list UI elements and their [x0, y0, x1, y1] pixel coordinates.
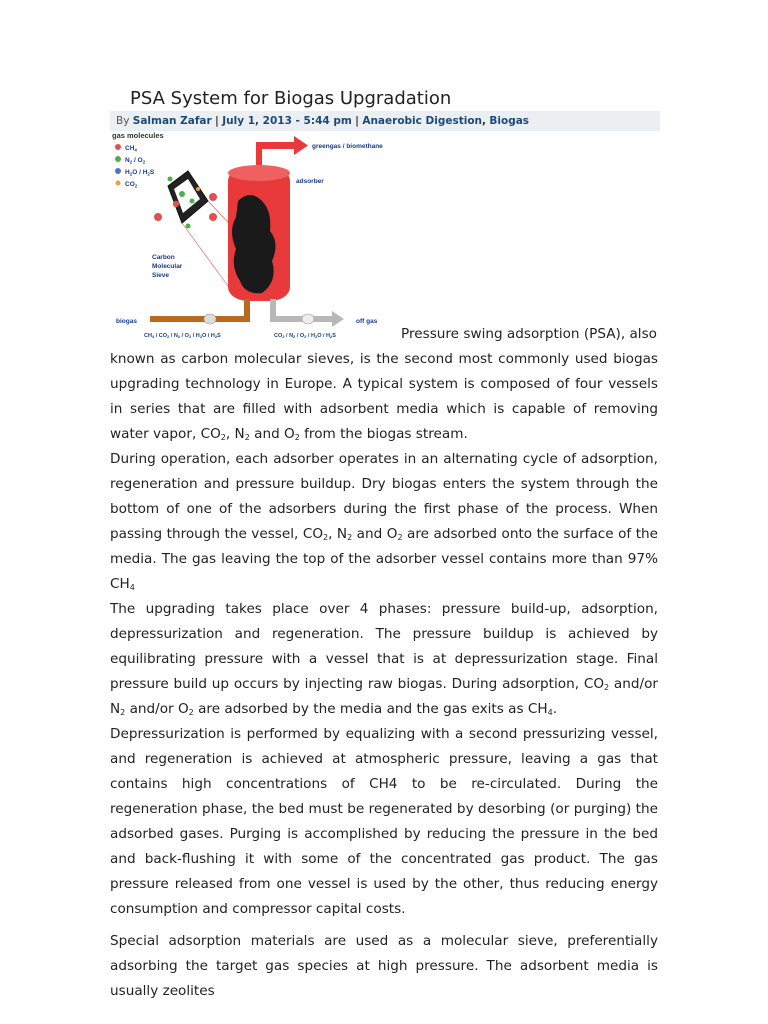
text-run: are adsorbed by the media and the gas exits as CH: [193, 701, 548, 717]
byline-by: By: [116, 115, 130, 127]
output-mix-label: $CO_2 / N_2 / O_2 / H_2O / H_2S$: [274, 333, 336, 340]
article-byline: [110, 111, 660, 131]
adsorber-label: adsorber: [296, 178, 324, 185]
subscript: 2: [323, 533, 329, 542]
adsorber-vessel: [228, 165, 290, 301]
text-run: and/or N: [110, 676, 658, 717]
cms-label-line3: Sieve: [152, 272, 169, 279]
legend-label-ch4: $CH_4$: [125, 145, 137, 153]
input-mix-label: $CH_4 / CO_2 / N_2 / O_2 / H_2O / H_2S$: [144, 333, 221, 340]
greengas-label: greengas / biomethane: [312, 143, 383, 150]
text-run: , N: [328, 526, 348, 542]
psa-diagram: [110, 131, 400, 345]
text-run: .: [552, 701, 558, 717]
byline-comma: ,: [482, 115, 487, 127]
paragraph-4: Depressurization is performed by equalizing with a second pressurizing vessel, and regeneration is achieved at atmospheric pressure, leaving a gas that contains high concentrations of CH4 to be re-circulated. During the regeneration phase, the bed must be regenerated by desorbing (or purging) the adsorbed gases. Purging is accomplished by reducing the pressure in the bed and back-flushing it with some of the concentrated gas product. The gas pressure released from one vessel is used by the other, thus reducing energy consumption and compressor capital costs.: [110, 726, 658, 917]
paragraph-3: [110, 597, 658, 722]
author-link[interactable]: Salman Zafar: [132, 115, 212, 127]
date-link[interactable]: July 1, 2013 - 5:44 pm: [222, 115, 352, 127]
legend-dot-ch4: [115, 144, 121, 150]
text-run: The upgrading takes place over 4 phases: pressure build-up, adsorption, depressurization and regeneration. The pressure buildup is achieved by equilibrating pressure with a vessel that is at depressurization stage. Final pressure build up occurs by injecting raw biogas. During adsorption, CO: [110, 601, 658, 692]
paragraph-2: [110, 447, 658, 597]
legend-label-co2: $CO_2$: [125, 181, 138, 189]
offgas-label: off gas: [356, 318, 378, 325]
legend: [115, 144, 155, 189]
subscript: 4: [547, 708, 553, 717]
text-run: and/or O: [125, 701, 189, 717]
text-run: from the biogas stream.: [299, 426, 468, 442]
legend-label-h2o-h2s: $H_2O / H_2S$: [125, 169, 155, 177]
subscript: 2: [188, 708, 194, 717]
legend-dot-n2o2: [115, 156, 121, 162]
legend-label-n2o2: $N_2 / O_2$: [125, 157, 146, 165]
text-run: , N: [225, 426, 245, 442]
subscript: 2: [294, 433, 300, 442]
legend-dot-co2: [116, 181, 121, 186]
paragraph-1: [110, 322, 658, 447]
legend-dot-h2o-h2s: [115, 168, 121, 174]
paragraph-1-first-line: Pressure swing adsorption (PSA), also: [401, 326, 657, 342]
paragraph-5: Special adsorption materials are used as a molecular sieve, preferentially adsorbing the target gas species at high pressure. The adsorbent media is usually zeolites: [110, 933, 658, 999]
text-run: During operation, each adsorber operates in an alternating cycle of adsorption, regeneration and pressure buildup. Dry biogas enters the system through the bottom of one of the adsorbers during the first phase of the process. When passing through the vessel, CO: [110, 451, 658, 542]
cms-label-line1: Carbon: [152, 254, 175, 261]
biogas-label: biogas: [116, 318, 137, 325]
subscript: 2: [604, 683, 610, 692]
paragraph-1-text: known as carbon molecular sieves, is the second most commonly used biogas upgrading technology in Europe. A typical system is composed of four vessels in series that are filled with adsorbent media which is capable of removing water vapor, CO: [110, 351, 658, 442]
text-run: and O: [352, 526, 398, 542]
subscript: 4: [129, 583, 135, 592]
text-run: are adsorbed onto the surface of the media. The gas leaving the top of the adsorber vessel contains more than 97% CH: [110, 526, 659, 592]
cms-label-line2: Molecular: [152, 263, 183, 270]
subscript: 2: [397, 533, 403, 542]
subscript: 2: [220, 433, 226, 442]
subscript: 2: [120, 708, 126, 717]
legend-title: gas molecules: [112, 131, 164, 140]
article-title: PSA System for Biogas Upgradation: [130, 88, 452, 109]
text-run: and O: [249, 426, 295, 442]
category-link-biogas[interactable]: Biogas: [489, 115, 530, 127]
biogas-inlet-pipe: [150, 299, 250, 324]
byline-separator: |: [355, 115, 359, 127]
byline-separator: |: [215, 115, 219, 127]
subscript: 2: [347, 533, 353, 542]
subscript: 2: [244, 433, 250, 442]
article-body: [110, 322, 658, 1004]
category-link-anaerobic-digestion[interactable]: Anaerobic Digestion: [362, 115, 483, 127]
